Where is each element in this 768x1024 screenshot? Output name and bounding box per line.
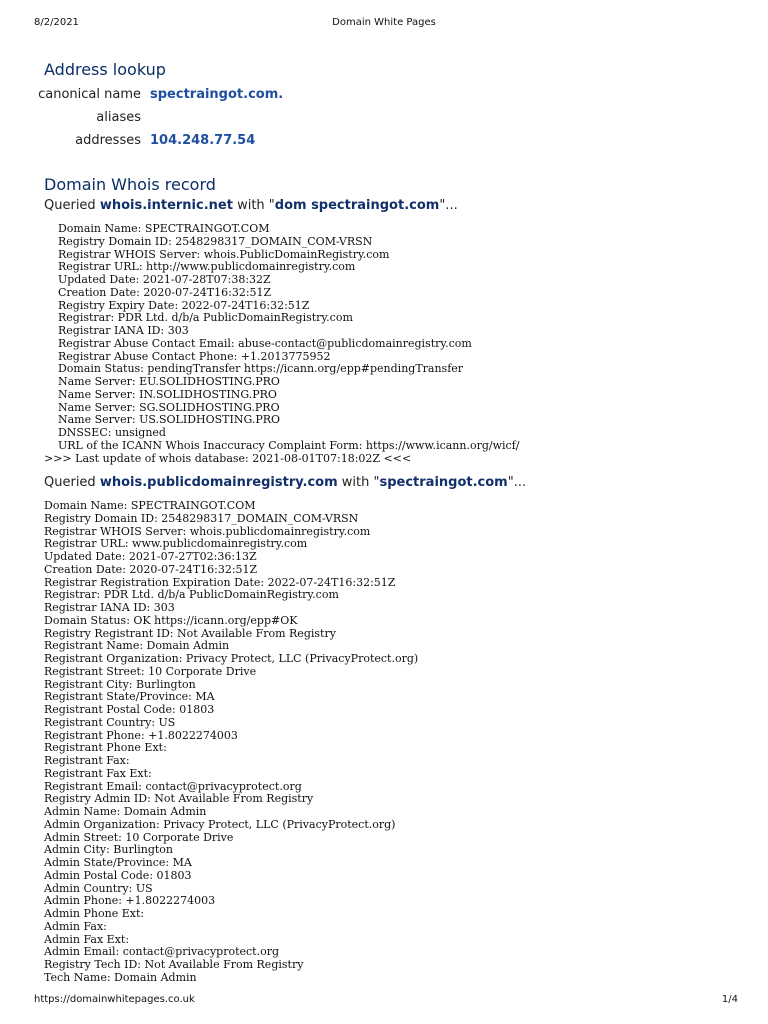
whois-server-link[interactable]: whois.publicdomainregistry.com (99, 475, 338, 490)
whois-record-heading: Domain Whois record (44, 175, 216, 194)
ip-address-link[interactable]: 104.248.77.54 (150, 133, 256, 148)
whois-server-link[interactable]: whois.internic.net (99, 198, 233, 213)
query-prefix: Queried (44, 198, 100, 213)
print-footer-url: https://domainwhitepages.co.uk (34, 994, 195, 1005)
print-page-title: Domain White Pages (332, 17, 436, 28)
query-mid: with " (337, 475, 380, 490)
lookup-label: addresses (75, 133, 141, 148)
address-lookup-heading: Address lookup (44, 60, 166, 79)
query-suffix: "... (507, 475, 527, 490)
query-term-link[interactable]: spectraingot.com (379, 475, 508, 490)
lookup-label: aliases (96, 110, 141, 125)
whois-record-pdr: Domain Name: SPECTRAINGOT.COM Registry Domain ID: 2548298317_DOMAIN_COM-VRSN Registrar WHOIS Server: whois.publicdomainregistry.com Registrar URL: www.publicdomainregistry.com Updated Date: 2021-07-27T02:36:13Z Creation Date: 2020-07-24T16:32:51Z Registrar Registration Expiration Date: 2022-07-24T16:32:51Z Registrar: PDR Ltd. d/b/a PublicDomainRegistry.com Registrar IANA ID: 303 Domain Status: OK https://icann.org/epp#OK Registry Registrant ID: Not Available From Registry Registrant Name: Domain Admin Registrant Organization: Privacy Protect, LLC (PrivacyProtect.org) Registrant Street: 10 Corporate Drive Registrant City: Burlington Registrant State/Province: MA Registrant Postal Code: 01803 Registrant Country: US Registrant Phone: +1.8022274003 Registrant Phone Ext: Registrant Fax: Registrant Fax Ext: Registrant Email: contact@privacyprotect.org Registry Admin ID: Not Available From Registry Admin Name: Domain Admin Admin Organization: Privacy Protect, LLC (PrivacyProtect.org) Admin Street: 10 Corporate Drive Admin City: Burlington Admin State/Province: MA Admin Postal Code: 01803 Admin Country: US Admin Phone: +1.8022274003 Admin Phone Ext: Admin Fax: Admin Fax Ext: Admin Email: contact@privacyprotect.org Registry Tech ID: Not Available From Registry Tech Name: Domain Admin (44, 499, 419, 984)
canonical-name-link[interactable]: spectraingot.com. (150, 87, 284, 102)
whois-record-internic: Domain Name: SPECTRAINGOT.COM Registry Domain ID: 2548298317_DOMAIN_COM-VRSN Registrar WHOIS Server: whois.PublicDomainRegistry.com Registrar URL: http://www.publicdomainregistry.com Updated Date: 2021-07-28T07:38:32Z Creation Date: 2020-07-24T16:32:51Z Registry Expiry Date: 2022-07-24T16:32:51Z Registrar: PDR Ltd. d/b/a PublicDomainRegistry.com Registrar IANA ID: 303 Registrar Abuse Contact Email: abuse-contact@publicdomainregistry.com Registrar Abuse Contact Phone: +1.2013775952 Domain Status: pendingTransfer https://icann.org/epp#pendingTransfer Name Server: EU.SOLIDHOSTING.PRO Name Server: IN.SOLIDHOSTING.PRO Name Server: SG.SOLIDHOSTING.PRO Name Server: US.SOLIDHOSTING.PRO DNSSEC: unsigned URL of the ICANN Whois Inaccuracy Complaint Form: https://www.icann.org/wicf/ >>> Last update of whois database: 2021-08-01T07:18:02Z <<< (44, 222, 520, 465)
query-suffix: "... (439, 198, 458, 213)
query-term-link[interactable]: dom spectraingot.com (274, 198, 440, 213)
lookup-label: canonical name (38, 87, 141, 102)
query-mid: with " (232, 198, 275, 213)
print-date: 8/2/2021 (34, 17, 79, 28)
query-prefix: Queried (44, 475, 100, 490)
print-page-number: 1/4 (721, 994, 738, 1005)
whois-query-internic (44, 198, 458, 213)
whois-query-pdr (44, 475, 526, 490)
